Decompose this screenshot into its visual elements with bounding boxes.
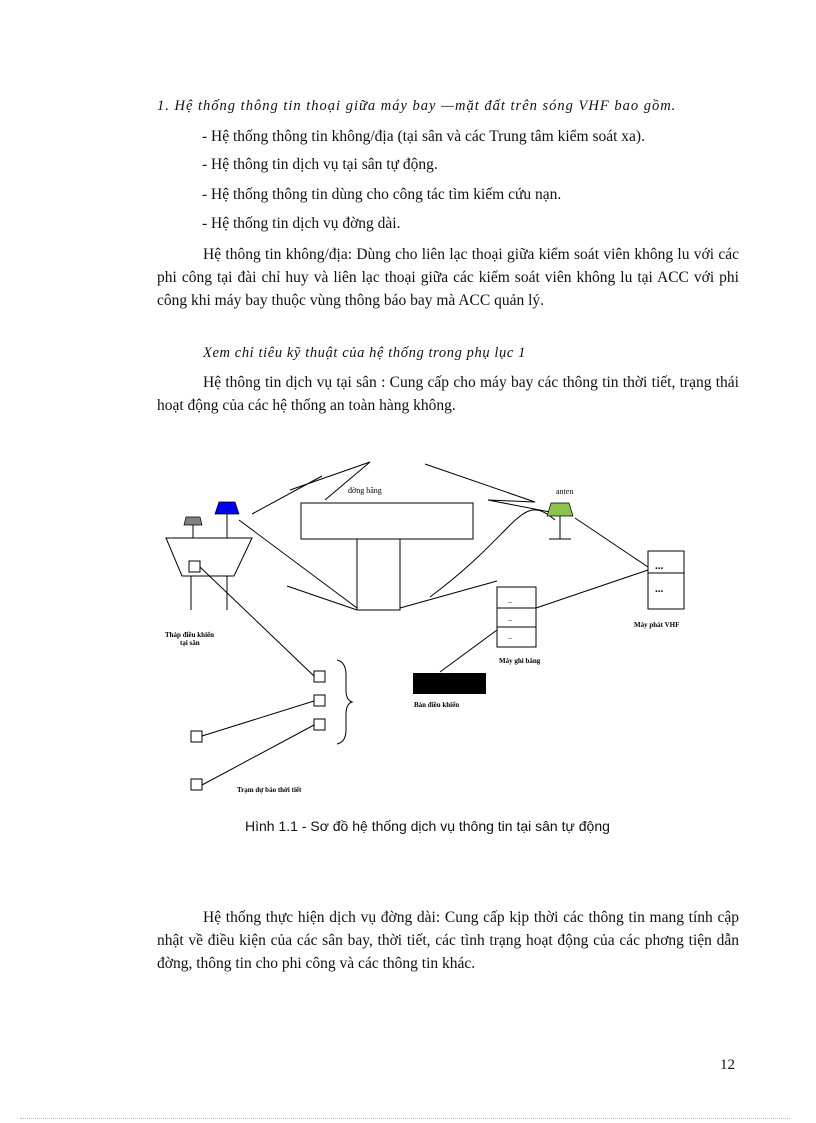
control-console <box>413 673 486 694</box>
control-tower-cab <box>166 538 252 576</box>
console-label: Bàn điều khiển <box>414 701 460 709</box>
transmitter-dots: ... <box>655 583 664 595</box>
figure-caption: Hình 1.1 - Sơ đồ hệ thống dịch vụ thông tin tại sân tự động <box>245 818 610 834</box>
tower-label-line: tại sân <box>180 639 200 647</box>
terminal-box <box>314 719 325 730</box>
terminal-box <box>191 779 202 790</box>
tower-terminal <box>189 561 200 572</box>
transmitter-dots: ... <box>655 560 664 572</box>
signal-line <box>287 586 357 610</box>
tower-label <box>165 631 216 647</box>
runway-label: đờng băng <box>348 486 382 495</box>
bullet-item: - Hệ thống thông tin dùng cho công tác tìm kiếm cứu nạn. <box>202 186 562 203</box>
signal-arc <box>430 510 555 597</box>
transmitter-label: Máy phát VHF <box>634 621 680 629</box>
terminal-box <box>314 671 325 682</box>
tape-recorder <box>497 587 536 647</box>
recorder-label: Máy ghi băng <box>499 657 541 665</box>
section-heading: 1. Hệ thống thông tin thoại giữa máy bay —mặt đất trên sóng VHF bao gồm. <box>157 98 677 114</box>
page-bottom-rule <box>20 1118 790 1119</box>
signal-line <box>239 520 357 608</box>
recorder-dots: .. <box>508 632 512 641</box>
signal-line <box>400 581 497 608</box>
paragraph-airport-service: Hệ thông tin dịch vụ tại sân : Cung cấp cho máy bay các thông tin thời tiết, trạng thái hoạt động của các hệ thống an toàn hàng không. <box>157 374 739 414</box>
antenna-icon <box>547 503 573 516</box>
group-brace <box>337 660 352 744</box>
tower-label-line: Tháp điều khiển <box>165 631 215 639</box>
runway-top <box>301 503 473 539</box>
antenna-label: anten <box>556 487 574 496</box>
recorder-dots: .. <box>508 614 512 623</box>
bullet-item: - Hệ thống thông tin không/địa (tại sân và các Trung tâm kiểm soát xa). <box>202 128 645 145</box>
antenna-icon <box>215 502 239 514</box>
terminal-box <box>191 731 202 742</box>
runway-stem <box>357 539 400 610</box>
bullet-item: - Hệ thông tin dịch vụ tại sân tự động. <box>202 156 438 173</box>
signal-zigzag <box>425 464 550 512</box>
appendix-note: Xem chỉ tiêu kỹ thuật của hệ thống trong phụ lục 1 <box>203 345 527 361</box>
bullet-item: - Hệ thống tin dịch vụ đờng dài. <box>202 215 401 232</box>
paragraph-air-ground: Hệ thông tin không/địa: Dùng cho liên lạc thoại giữa kiểm soát viên không lu với các phi công tại đài chỉ huy và liên lạc thoại giữa các kiểm soát viên không lu tại ACC với phi công khi máy bay thuộc vùng thông báo bay mà ACC quản lý. <box>157 246 739 309</box>
terminal-box <box>314 695 325 706</box>
recorder-dots: .. <box>508 596 512 605</box>
page-number: 12 <box>720 1057 735 1073</box>
antenna-icon <box>184 517 202 525</box>
weather-station-label: Trạm dự báo thời tiết <box>237 786 302 794</box>
paragraph-long-distance: Hệ thống thực hiện dịch vụ đờng dài: Cung cấp kịp thời các thông tin mang tính cập nhật về điều kiện của các sân bay, thời tiết, các tình trạng hoạt động của các phơng tiện dẫn đờng, thông tin cho phi công và các thông tin khác. <box>157 909 739 972</box>
signal-line <box>252 476 322 514</box>
vhf-transmitter <box>648 551 684 609</box>
